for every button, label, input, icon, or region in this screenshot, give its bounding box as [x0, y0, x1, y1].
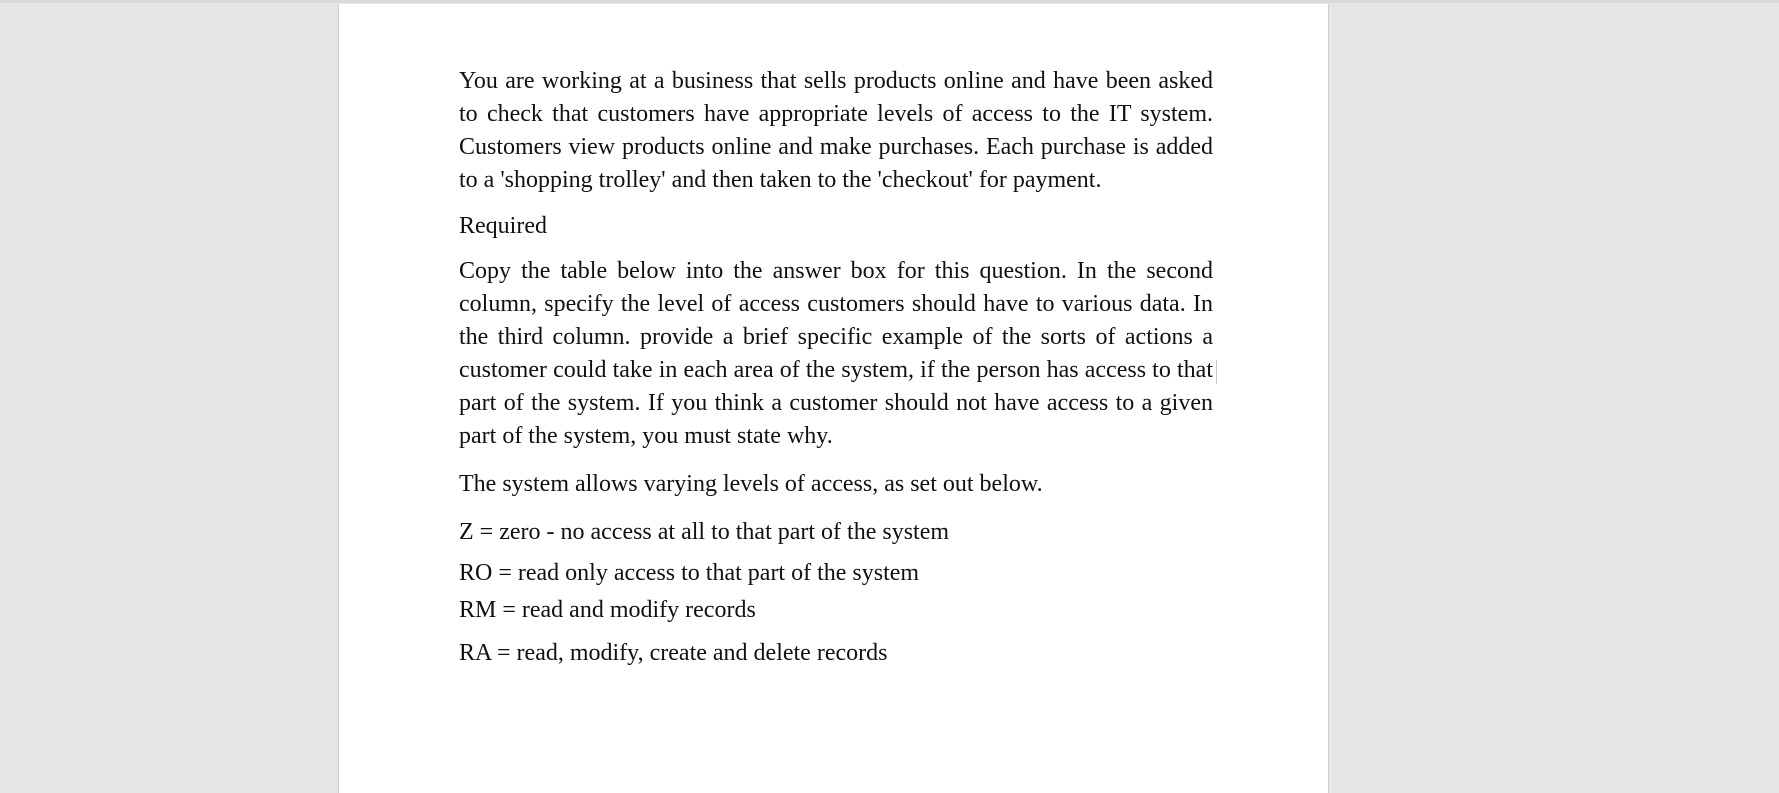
instructions-paragraph: Copy the table below into the answer box for this question. In the second column, specify the level of access customers should have to various data. In the third column. provide a brief specific example of the sorts of actions a customer could take in each area of the system, if the person has access to that part of the system. If you think a customer should not have access to a given part of the system, you must state why.: [459, 258, 1213, 449]
top-toolbar-edge: [0, 0, 1779, 3]
access-level-ra: RA = read, modify, create and delete records: [459, 640, 888, 666]
text-cursor: [1216, 360, 1217, 384]
intro-paragraph: You are working at a business that sells products online and have been asked to check that customers have appropriate levels of access to the IT system. Customers view products online and make purchases. Each purchase is added to a 'shopping trolley' and then taken to the 'checkout' for payment.: [459, 68, 1213, 193]
access-level-z: Z = zero - no access at all to that part of the system: [459, 519, 950, 545]
required-heading: Required: [459, 213, 547, 239]
access-level-ro: RO = read only access to that part of the system: [459, 560, 920, 586]
access-level-rm: RM = read and modify records: [459, 597, 756, 623]
document-page[interactable]: [338, 4, 1329, 793]
page-content[interactable]: [459, 65, 1213, 668]
access-levels-intro: The system allows varying levels of access, as set out below.: [459, 471, 1043, 497]
